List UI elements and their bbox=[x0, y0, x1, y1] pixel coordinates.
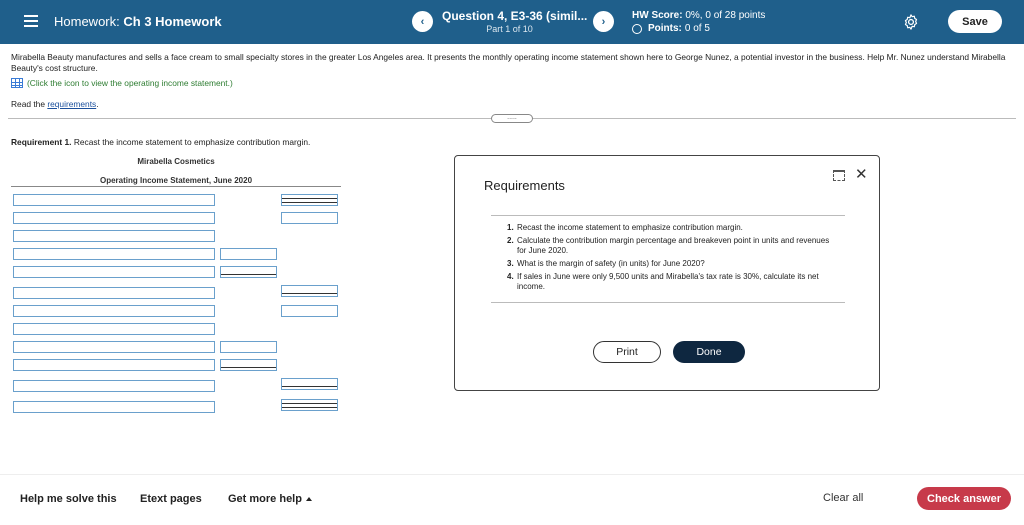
hw-score-label: HW Score: bbox=[632, 10, 683, 21]
amount-input[interactable] bbox=[281, 399, 338, 411]
done-button[interactable]: Done bbox=[673, 341, 745, 363]
amount-input[interactable] bbox=[220, 248, 277, 260]
read-requirements-prefix: Read the bbox=[11, 99, 45, 109]
save-button[interactable]: Save bbox=[948, 10, 1002, 33]
list-item: 1. Recast the income statement to emphasize contribution margin. bbox=[507, 223, 743, 232]
line-item-input[interactable] bbox=[13, 230, 215, 242]
amount-input[interactable] bbox=[220, 266, 277, 278]
requirements-link[interactable]: requirements bbox=[47, 99, 97, 109]
points-status bbox=[632, 23, 710, 34]
homework-name: Ch 3 Homework bbox=[123, 14, 222, 29]
list-item: 4. If sales in June were only 9,500 units and Mirabella's tax rate is 30%, calculate its net income. bbox=[507, 272, 819, 291]
close-icon[interactable]: ✕ bbox=[855, 166, 868, 183]
requirement-1-label: Requirement 1. bbox=[11, 137, 72, 147]
amount-input[interactable] bbox=[281, 194, 338, 206]
line-item-input[interactable] bbox=[13, 401, 215, 413]
view-statement-text[interactable]: (Click the icon to view the operating income statement.) bbox=[27, 78, 233, 88]
list-item: 3. What is the margin of safety (in units) for June 2020? bbox=[507, 259, 705, 268]
get-more-help-button[interactable] bbox=[228, 493, 312, 505]
amount-input[interactable] bbox=[281, 285, 338, 297]
amount-input[interactable] bbox=[220, 359, 277, 371]
requirement-1-prompt bbox=[11, 137, 310, 147]
line-item-input[interactable] bbox=[13, 194, 215, 206]
line-item-input[interactable] bbox=[13, 323, 215, 335]
get-more-help-label[interactable]: Get more help bbox=[228, 493, 302, 505]
points-label: Points: bbox=[648, 23, 682, 34]
hw-score bbox=[632, 10, 765, 21]
statement-title: Operating Income Statement, June 2020 bbox=[99, 176, 253, 185]
amount-input[interactable] bbox=[281, 378, 338, 390]
top-bar bbox=[0, 0, 1024, 44]
question-part: Part 1 of 10 bbox=[486, 24, 533, 34]
table-icon[interactable] bbox=[11, 78, 23, 88]
footer-bar bbox=[0, 474, 1024, 525]
homework-title bbox=[54, 14, 222, 29]
maximize-icon[interactable] bbox=[833, 170, 845, 181]
hw-score-value: 0%, 0 of 28 points bbox=[685, 10, 766, 21]
help-me-solve-button[interactable]: Help me solve this bbox=[20, 493, 117, 505]
caret-up-icon bbox=[306, 497, 312, 501]
dialog-title: Requirements bbox=[484, 178, 565, 193]
amount-input[interactable] bbox=[281, 212, 338, 224]
line-item-input[interactable] bbox=[13, 359, 215, 371]
etext-pages-button[interactable]: Etext pages bbox=[140, 493, 202, 505]
amount-input[interactable] bbox=[220, 341, 277, 353]
points-value: 0 of 5 bbox=[684, 23, 710, 34]
requirements-list bbox=[507, 223, 837, 295]
requirements-box bbox=[491, 215, 845, 303]
progress-circle-icon bbox=[632, 24, 642, 34]
homework-prefix: Homework: bbox=[54, 14, 120, 29]
check-answer-button[interactable]: Check answer bbox=[917, 487, 1011, 510]
line-item-input[interactable] bbox=[13, 212, 215, 224]
clear-all-button[interactable]: Clear all bbox=[823, 492, 864, 504]
previous-question-button[interactable]: ‹ bbox=[412, 11, 433, 32]
line-item-input[interactable] bbox=[13, 305, 215, 317]
expand-handle[interactable]: ..... bbox=[491, 114, 533, 123]
amount-input[interactable] bbox=[281, 305, 338, 317]
read-requirements: Read the requirements. bbox=[11, 99, 99, 109]
line-item-input[interactable] bbox=[13, 248, 215, 260]
statement-header-line bbox=[11, 186, 341, 187]
requirement-1-text: Recast the income statement to emphasize contribution margin. bbox=[73, 137, 311, 147]
settings-gear-icon[interactable] bbox=[902, 13, 920, 31]
print-button[interactable]: Print bbox=[593, 341, 661, 363]
line-item-input[interactable] bbox=[13, 341, 215, 353]
requirements-dialog bbox=[454, 155, 880, 391]
view-statement-link[interactable] bbox=[11, 78, 233, 88]
problem-intro: Mirabella Beauty manufactures and sells a face cream to small specialty stores in the greater Los Angeles area. It presents the monthly operating income statement shown here to George Nunez, a potential investor in the business. Help Mr. Nunez understand Mirabella Beauty's cost structure. bbox=[11, 52, 1006, 73]
menu-icon[interactable] bbox=[24, 15, 38, 27]
line-item-input[interactable] bbox=[13, 287, 215, 299]
company-name: Mirabella Cosmetics bbox=[137, 157, 215, 166]
list-item: 2. Calculate the contribution margin percentage and breakeven point in units and revenues for June 2020. bbox=[507, 236, 830, 255]
line-item-input[interactable] bbox=[13, 266, 215, 278]
question-title: Question 4, E3-36 (simil... bbox=[442, 9, 588, 23]
next-question-button[interactable]: › bbox=[593, 11, 614, 32]
line-item-input[interactable] bbox=[13, 380, 215, 392]
